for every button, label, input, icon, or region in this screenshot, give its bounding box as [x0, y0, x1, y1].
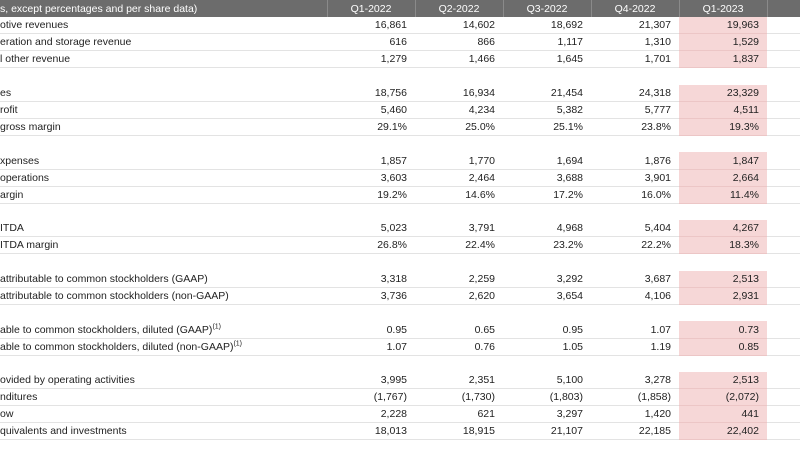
value-cell-current: 2,664: [679, 169, 767, 186]
extra-cell: [767, 34, 800, 51]
row-label-text: quivalents and investments: [0, 425, 127, 438]
header-quarter: Q2-2022: [415, 0, 503, 17]
spacer-row: [0, 254, 800, 271]
row-label-text: rofit: [0, 104, 18, 117]
value-cell-current: 1,847: [679, 152, 767, 169]
value-cell: 4,234: [415, 102, 503, 119]
row-label: [0, 338, 327, 355]
value-cell-current: 4,511: [679, 102, 767, 119]
row-label-text: ITDA: [0, 222, 24, 235]
value-cell: 866: [415, 34, 503, 51]
spacer-cell: [679, 355, 767, 372]
spacer-cell: [415, 136, 503, 153]
spacer-cell: [767, 254, 800, 271]
spacer-cell: [503, 355, 591, 372]
value-cell: 0.76: [415, 338, 503, 355]
spacer-cell: [767, 68, 800, 85]
value-cell-current: 22,402: [679, 423, 767, 440]
extra-cell: [767, 372, 800, 389]
extra-cell: [767, 220, 800, 237]
row-label: [0, 271, 327, 288]
value-cell: 0.95: [503, 321, 591, 338]
spacer-cell: [415, 305, 503, 322]
spacer-cell: [0, 305, 327, 322]
value-cell: 1,857: [327, 152, 415, 169]
value-cell: 25.0%: [415, 119, 503, 136]
value-cell: 16,861: [327, 17, 415, 34]
row-label-text: gross margin: [0, 121, 61, 134]
value-cell: 1,876: [591, 152, 679, 169]
row-label: [0, 102, 327, 119]
spacer-cell: [591, 254, 679, 271]
value-cell: (1,858): [591, 389, 679, 406]
value-cell: 0.95: [327, 321, 415, 338]
spacer-cell: [327, 203, 415, 220]
row-label-text: attributable to common stockholders (GAAP): [0, 272, 208, 285]
row-label-text: ITDA margin: [0, 239, 59, 252]
value-cell: 18,692: [503, 17, 591, 34]
value-cell-current: 11.4%: [679, 186, 767, 203]
value-cell: 3,901: [591, 169, 679, 186]
table-row: [0, 271, 800, 288]
spacer-cell: [679, 68, 767, 85]
row-label-text: eration and storage revenue: [0, 36, 132, 49]
value-cell: 19.2%: [327, 186, 415, 203]
extra-cell: [767, 237, 800, 254]
row-label-text: otive revenues: [0, 19, 69, 32]
row-label: [0, 237, 327, 254]
value-cell: 3,688: [503, 169, 591, 186]
value-cell: 3,603: [327, 169, 415, 186]
value-cell: 23.2%: [503, 237, 591, 254]
row-label: [0, 34, 327, 51]
spacer-cell: [679, 136, 767, 153]
value-cell: 16.0%: [591, 186, 679, 203]
extra-cell: [767, 389, 800, 406]
spacer-row: [0, 68, 800, 85]
value-cell: 3,654: [503, 288, 591, 305]
spacer-cell: [767, 355, 800, 372]
table-row: [0, 17, 800, 34]
value-cell: 4,968: [503, 220, 591, 237]
row-label: [0, 186, 327, 203]
spacer-cell: [327, 355, 415, 372]
spacer-cell: [0, 68, 327, 85]
value-cell: 14.6%: [415, 186, 503, 203]
value-cell-current: 1,529: [679, 34, 767, 51]
row-label: [0, 321, 327, 338]
value-cell: 18,915: [415, 423, 503, 440]
value-cell: 2,351: [415, 372, 503, 389]
spacer-cell: [767, 203, 800, 220]
table-row: [0, 119, 800, 136]
row-label-text: nditures: [0, 391, 38, 404]
value-cell: 1,310: [591, 34, 679, 51]
row-label-text: ovided by operating activities: [0, 374, 135, 387]
spacer-cell: [415, 355, 503, 372]
value-cell: 3,297: [503, 406, 591, 423]
value-cell: 1,645: [503, 51, 591, 68]
value-cell: 3,791: [415, 220, 503, 237]
spacer-cell: [0, 136, 327, 153]
spacer-cell: [0, 355, 327, 372]
table-row: [0, 186, 800, 203]
spacer-cell: [0, 203, 327, 220]
value-cell: 26.8%: [327, 237, 415, 254]
table-body: [0, 17, 800, 440]
row-label: [0, 152, 327, 169]
extra-cell: [767, 423, 800, 440]
value-cell: 3,278: [591, 372, 679, 389]
header-label: s, except percentages and per share data): [0, 0, 327, 17]
value-cell: 2,620: [415, 288, 503, 305]
extra-cell: [767, 186, 800, 203]
row-label: [0, 372, 327, 389]
value-cell-current: 2,513: [679, 271, 767, 288]
row-label: [0, 406, 327, 423]
value-cell: 23.8%: [591, 119, 679, 136]
spacer-cell: [0, 254, 327, 271]
spacer-row: [0, 203, 800, 220]
value-cell: 1.19: [591, 338, 679, 355]
value-cell: 1,701: [591, 51, 679, 68]
value-cell: 22.4%: [415, 237, 503, 254]
spacer-cell: [327, 68, 415, 85]
extra-cell: [767, 169, 800, 186]
spacer-row: [0, 355, 800, 372]
table-row: [0, 288, 800, 305]
value-cell: 5,023: [327, 220, 415, 237]
extra-cell: [767, 85, 800, 102]
value-cell: 16,934: [415, 85, 503, 102]
row-label: [0, 220, 327, 237]
spacer-cell: [679, 305, 767, 322]
value-cell: 5,777: [591, 102, 679, 119]
value-cell: 3,318: [327, 271, 415, 288]
spacer-cell: [591, 355, 679, 372]
value-cell-current: 2,931: [679, 288, 767, 305]
value-cell: 2,228: [327, 406, 415, 423]
value-cell: 0.65: [415, 321, 503, 338]
footnote-marker: (1): [233, 340, 243, 348]
value-cell: 21,307: [591, 17, 679, 34]
row-label-text: ow: [0, 408, 14, 421]
value-cell: 1.07: [327, 338, 415, 355]
value-cell: 1.07: [591, 321, 679, 338]
value-cell: 4,106: [591, 288, 679, 305]
table-row: [0, 423, 800, 440]
value-cell: 29.1%: [327, 119, 415, 136]
value-cell: 25.1%: [503, 119, 591, 136]
value-cell: 5,382: [503, 102, 591, 119]
table-row: [0, 389, 800, 406]
value-cell-current: 18.3%: [679, 237, 767, 254]
table-row: [0, 321, 800, 338]
value-cell: 621: [415, 406, 503, 423]
value-cell-current: 19.3%: [679, 119, 767, 136]
extra-cell: [767, 406, 800, 423]
extra-cell: [767, 152, 800, 169]
spacer-cell: [327, 254, 415, 271]
value-cell-current: 0.73: [679, 321, 767, 338]
table-row: [0, 237, 800, 254]
row-label-text: xpenses: [0, 154, 40, 167]
value-cell: 22,185: [591, 423, 679, 440]
value-cell: 5,100: [503, 372, 591, 389]
spacer-row: [0, 136, 800, 153]
value-cell-current: 19,963: [679, 17, 767, 34]
row-label-text: able to common stockholders, diluted (GAAP): [0, 323, 213, 336]
value-cell-current: 0.85: [679, 338, 767, 355]
extra-cell: [767, 338, 800, 355]
row-label-text: able to common stockholders, diluted (non-GAAP): [0, 340, 234, 353]
value-cell: 17.2%: [503, 186, 591, 203]
value-cell: 2,464: [415, 169, 503, 186]
spacer-cell: [591, 305, 679, 322]
spacer-cell: [415, 68, 503, 85]
table-row: [0, 152, 800, 169]
spacer-cell: [503, 254, 591, 271]
value-cell: 2,259: [415, 271, 503, 288]
spacer-cell: [591, 136, 679, 153]
spacer-cell: [591, 68, 679, 85]
value-cell: 18,756: [327, 85, 415, 102]
header-quarter: Q3-2022: [503, 0, 591, 17]
value-cell: 22.2%: [591, 237, 679, 254]
spacer-cell: [415, 203, 503, 220]
value-cell: 21,454: [503, 85, 591, 102]
header-quarter-current: Q1-2023: [679, 0, 767, 17]
table-row: [0, 406, 800, 423]
table-row: [0, 51, 800, 68]
value-cell: 24,318: [591, 85, 679, 102]
spacer-cell: [503, 68, 591, 85]
value-cell-current: 1,837: [679, 51, 767, 68]
value-cell: 1.05: [503, 338, 591, 355]
spacer-cell: [767, 305, 800, 322]
spacer-cell: [327, 305, 415, 322]
spacer-cell: [679, 203, 767, 220]
spacer-cell: [503, 136, 591, 153]
value-cell: 3,292: [503, 271, 591, 288]
value-cell: 3,995: [327, 372, 415, 389]
extra-cell: [767, 271, 800, 288]
header-extra-column: [767, 0, 800, 17]
row-label: [0, 17, 327, 34]
value-cell-current: 23,329: [679, 85, 767, 102]
spacer-cell: [767, 136, 800, 153]
row-label: [0, 423, 327, 440]
row-label: [0, 389, 327, 406]
row-label-text: operations: [0, 171, 50, 184]
table-row: [0, 169, 800, 186]
extra-cell: [767, 119, 800, 136]
value-cell: 3,687: [591, 271, 679, 288]
spacer-cell: [327, 136, 415, 153]
table-row: [0, 85, 800, 102]
spacer-cell: [591, 203, 679, 220]
row-label: [0, 288, 327, 305]
spacer-row: [0, 305, 800, 322]
row-label-text: es: [0, 86, 12, 99]
value-cell: 5,404: [591, 220, 679, 237]
extra-cell: [767, 51, 800, 68]
value-cell-current: 4,267: [679, 220, 767, 237]
value-cell: 1,694: [503, 152, 591, 169]
table-row: [0, 34, 800, 51]
value-cell: 1,420: [591, 406, 679, 423]
extra-cell: [767, 321, 800, 338]
header-row: [0, 0, 800, 17]
header-quarter: Q1-2022: [327, 0, 415, 17]
spacer-cell: [415, 254, 503, 271]
table-row: [0, 372, 800, 389]
table-row: [0, 338, 800, 355]
value-cell: 3,736: [327, 288, 415, 305]
row-label-text: attributable to common stockholders (non-GAAP): [0, 290, 229, 303]
row-label: [0, 85, 327, 102]
row-label-text: argin: [0, 188, 24, 201]
value-cell-current: 441: [679, 406, 767, 423]
table-header: [0, 0, 800, 17]
header-quarter: Q4-2022: [591, 0, 679, 17]
extra-cell: [767, 288, 800, 305]
spacer-cell: [503, 305, 591, 322]
value-cell: 1,117: [503, 34, 591, 51]
value-cell: (1,730): [415, 389, 503, 406]
row-label: [0, 169, 327, 186]
value-cell: 14,602: [415, 17, 503, 34]
value-cell-current: (2,072): [679, 389, 767, 406]
value-cell: (1,767): [327, 389, 415, 406]
value-cell: 21,107: [503, 423, 591, 440]
value-cell: 1,770: [415, 152, 503, 169]
value-cell: 1,466: [415, 51, 503, 68]
row-label-text: l other revenue: [0, 53, 71, 66]
spacer-cell: [679, 254, 767, 271]
row-label: [0, 119, 327, 136]
footnote-marker: (1): [212, 323, 221, 331]
value-cell-current: 2,513: [679, 372, 767, 389]
value-cell: 1,279: [327, 51, 415, 68]
value-cell: 5,460: [327, 102, 415, 119]
value-cell: 616: [327, 34, 415, 51]
extra-cell: [767, 102, 800, 119]
extra-cell: [767, 17, 800, 34]
row-label: [0, 51, 327, 68]
table-row: [0, 102, 800, 119]
spacer-cell: [503, 203, 591, 220]
value-cell: 18,013: [327, 423, 415, 440]
table-row: [0, 220, 800, 237]
value-cell: (1,803): [503, 389, 591, 406]
